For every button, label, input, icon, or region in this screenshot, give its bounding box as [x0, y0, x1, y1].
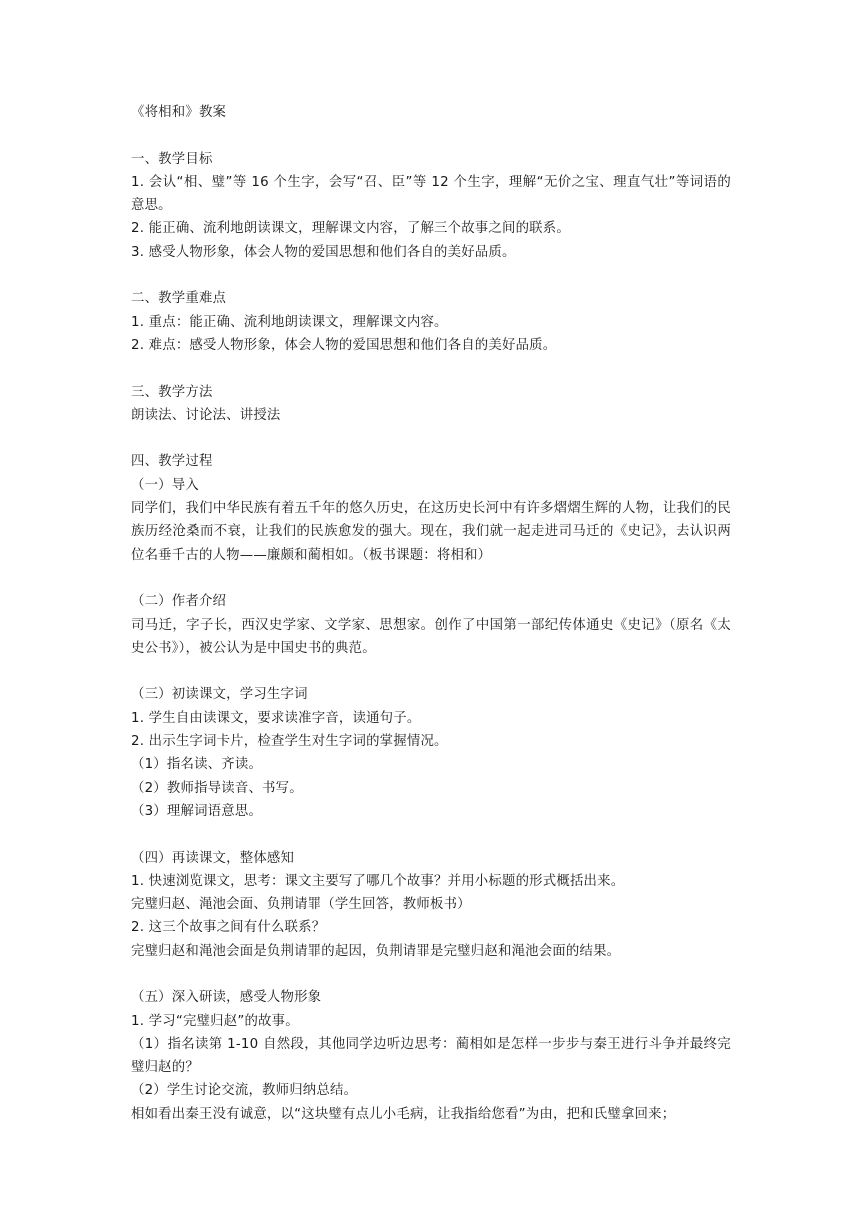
deep-reading-line: 相如看出秦王没有诚意，以“这块璧有点儿小毛病，让我指给您看”为由，把和氏璧拿回来；	[131, 1106, 676, 1122]
second-reading-line: 完璧归赵和渑池会面是负荆请罪的起因，负荆请罪是完璧归赵和渑池会面的结果。	[131, 943, 621, 959]
section-heading-process: 四、教学过程	[131, 454, 213, 470]
key-point-item: 1. 重点：能正确、流利地朗读课文，理解课文内容。	[131, 314, 448, 330]
first-reading-line: （2）教师指导读音、书写。	[131, 780, 303, 796]
second-reading-line: 2. 这三个故事之间有什么联系？	[131, 920, 326, 936]
blank-line	[131, 264, 731, 287]
methods-text: 朗读法、讨论法、讲授法	[131, 407, 281, 423]
document-body	[131, 101, 731, 1126]
blank-line	[131, 660, 731, 683]
intro-paragraph: 同学们，我们中华民族有着五千年的悠久历史，在这历史长河中有许多熠熠生辉的人物，让我们的民族历经沧桑而不衰，让我们的民族愈发的强大。现在，我们就一起走进司马迁的《史记》，去认识两位名垂千古的人物——廉颇和蔺相如。（板书课题：将相和）	[131, 501, 731, 563]
blank-line	[131, 823, 731, 846]
subsection-heading-first-reading: （三）初读课文，学习生字词	[131, 687, 308, 703]
subsection-heading-second-reading: （四）再读课文，整体感知	[131, 850, 295, 866]
author-paragraph: 司马迁，字子长，西汉史学家、文学家、思想家。创作了中国第一部纪传体通史《史记》（原名《太史公书》），被公认为是中国史书的典范。	[131, 617, 731, 656]
first-reading-line: （3）理解词语意思。	[131, 803, 263, 819]
second-reading-line: 1. 快速浏览课文，思考：课文主要写了哪几个故事？并用小标题的形式概括出来。	[131, 873, 625, 889]
key-point-item: 2. 难点：感受人物形象，体会人物的爱国思想和他们各自的美好品质。	[131, 337, 557, 353]
first-reading-line: 1. 学生自由读课文，要求读准字音，读通句子。	[131, 710, 421, 726]
blank-line	[131, 124, 731, 147]
deep-reading-line: （2）学生讨论交流，教师归纳总结。	[131, 1083, 358, 1099]
section-heading-methods: 三、教学方法	[131, 384, 213, 400]
second-reading-line: 完璧归赵、渑池会面、负荆请罪（学生回答，教师板书）	[131, 897, 471, 913]
blank-line	[131, 427, 731, 450]
objective-item: 1. 会认“相、璧”等 16 个生字，会写“召、臣”等 12 个生字，理解“无价之宝、理直气壮”等词语的意思。	[131, 174, 731, 214]
subsection-heading-intro: （一）导入	[131, 477, 199, 493]
section-heading-objectives: 一、教学目标	[131, 151, 213, 167]
section-heading-key-points: 二、教学重难点	[131, 291, 227, 307]
objective-item: 3. 感受人物形象，体会人物的爱国思想和他们各自的美好品质。	[131, 244, 516, 260]
document-title: 《将相和》教案	[131, 105, 227, 120]
deep-reading-line: 1. 学习“完璧归赵”的故事。	[131, 1013, 299, 1029]
subsection-heading-author: （二）作者介绍	[131, 594, 227, 610]
subsection-heading-deep-reading: （五）深入研读，感受人物形象	[131, 990, 322, 1006]
deep-reading-line: （1）指名读第 1-10 自然段，其他同学边听边思考：蔺相如是怎样一步步与秦王进行斗争并最终完璧归赵的？	[131, 1036, 731, 1076]
blank-line	[131, 357, 731, 380]
blank-line	[131, 567, 731, 590]
first-reading-line: （1）指名读、齐读。	[131, 757, 263, 773]
objective-item: 2. 能正确、流利地朗读课文，理解课文内容，了解三个故事之间的联系。	[131, 221, 570, 237]
blank-line	[131, 963, 731, 986]
first-reading-line: 2. 出示生字词卡片，检查学生对生字词的掌握情况。	[131, 734, 448, 750]
